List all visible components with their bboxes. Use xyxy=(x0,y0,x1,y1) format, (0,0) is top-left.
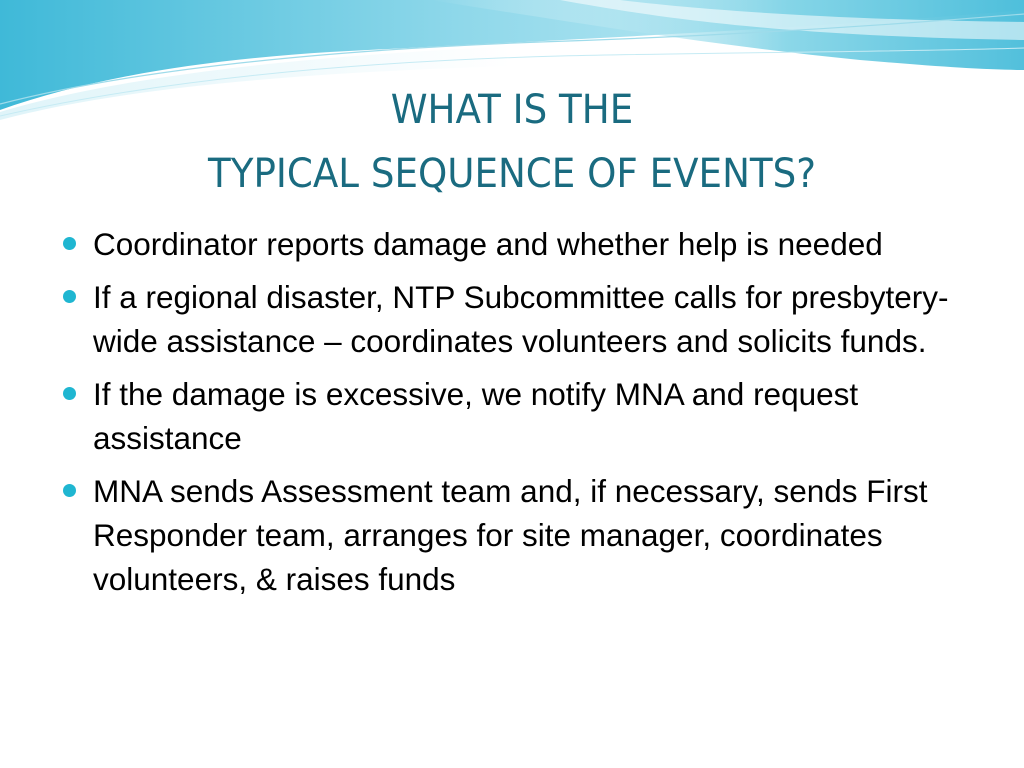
bullet-item-excessive-damage xyxy=(60,372,965,460)
bullet-list xyxy=(60,222,965,610)
round-bullet-icon xyxy=(63,237,76,250)
title-line-1: WHAT IS THE xyxy=(390,87,634,133)
bullet-text: MNA sends Assessment team and, if necessary, sends First Responder team, arranges for site manager, coordinates volunteers, & raises funds xyxy=(93,473,928,597)
slide-title xyxy=(36,78,988,206)
bullet-item-coordinator-reports xyxy=(60,222,965,266)
round-bullet-icon xyxy=(63,290,76,303)
bullet-item-regional-disaster xyxy=(60,275,965,363)
bullet-text: If the damage is excessive, we notify MNA and request assistance xyxy=(93,376,859,456)
bullet-item-mna-sends xyxy=(60,469,965,601)
round-bullet-icon xyxy=(63,484,76,497)
bullet-text: If a regional disaster, NTP Subcommittee calls for presbytery-wide assistance – coordinates volunteers and solicits funds. xyxy=(93,279,949,359)
bullet-text: Coordinator reports damage and whether help is needed xyxy=(93,226,883,262)
title-line-2: TYPICAL SEQUENCE OF EVENTS? xyxy=(208,151,816,197)
round-bullet-icon xyxy=(63,387,76,400)
